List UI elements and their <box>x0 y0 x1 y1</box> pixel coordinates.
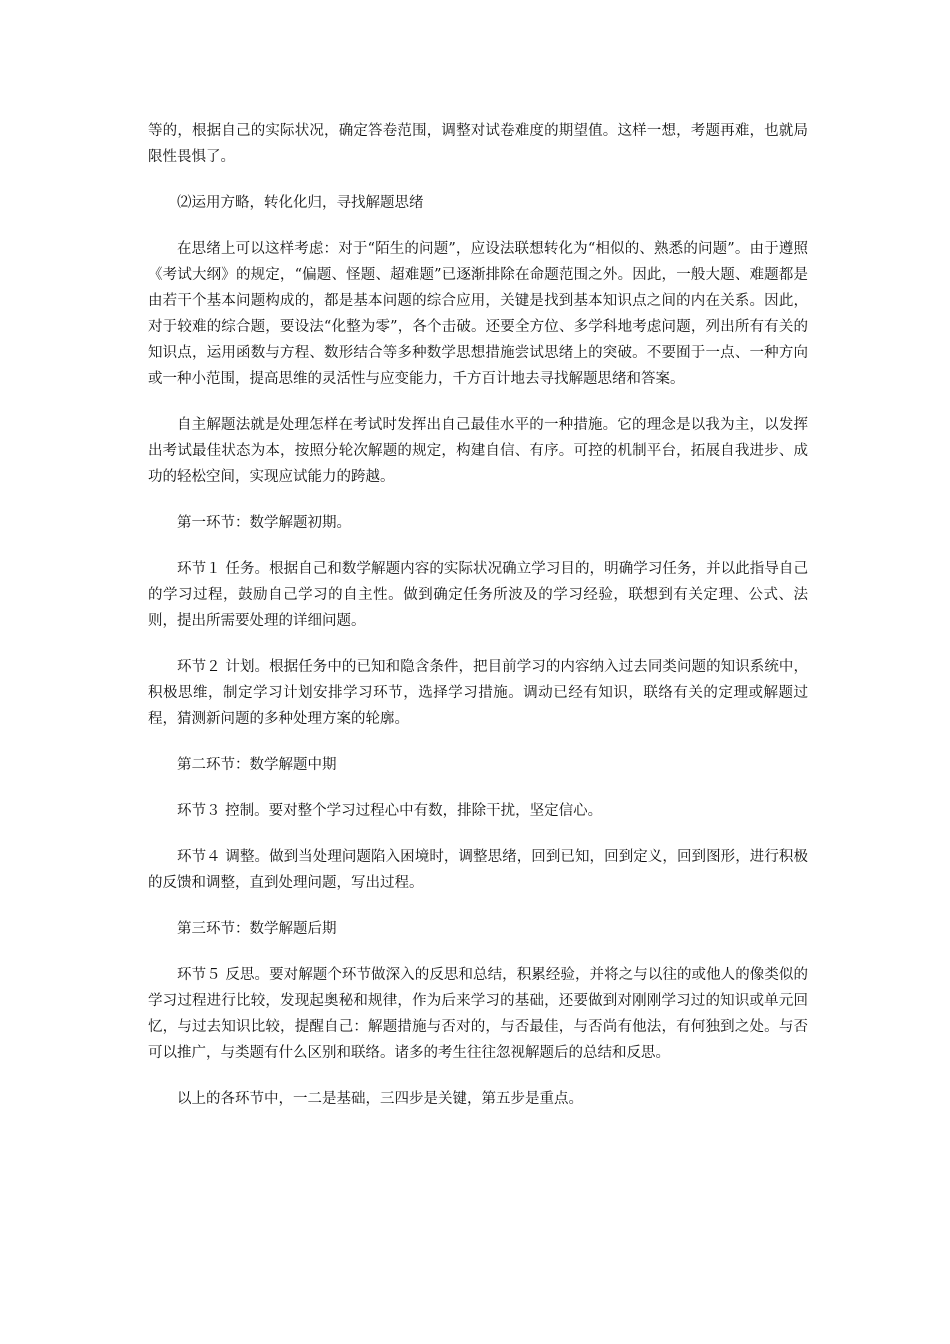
stage-heading-3: 第三环节：数学解题后期 <box>177 921 337 937</box>
document-page <box>148 118 808 1112</box>
summary-paragraph: 以上的各环节中，一二是基础，三四步是关键，第五步是重点。 <box>177 1091 583 1107</box>
section-heading-strategy: ⑵运用方略，转化化归，寻找解题思绪 <box>177 195 424 211</box>
paragraph-gap <box>148 170 808 190</box>
paragraph-gap <box>148 490 808 510</box>
paragraph-gap <box>148 536 808 556</box>
step-4-adjust: 环节４ 调整。做到当处理问题陷入困境时，调整思绪，回到已知，回到定义，回到图形，进行积极的反馈和调整，直到处理问题，写出过程。 <box>148 849 808 891</box>
step-1-task: 环节１ 任务。根据自己和数学解题内容的实际状况确立学习目的，明确学习任务，并以此指导自己的学习过程，鼓励自己学习的自主性。做到确定任务所波及的学习经验，联想到有关定理、公式、法则，提出所需要处理的详细问题。 <box>148 561 808 629</box>
step-2-plan: 环节２ 计划。根据任务中的已知和隐含条件，把目前学习的内容纳入过去同类问题的知识系统中，积极思维，制定学习计划安排学习环节，选择学习措施。调动已经有知识，联络有关的定理或解题过程，猜测新问题的多种处理方案的轮廓。 <box>148 659 808 727</box>
paragraph-self-solving: 自主解题法就是处理怎样在考试时发挥出自己最佳水平的一种措施。它的理念是以我为主，以发挥出考试最佳状态为本，按照分轮次解题的规定，构建自信、有序。可控的机制平台，拓展自我进步、成功的轻松空间，实现应试能力的跨越。 <box>148 417 808 485</box>
paragraph-gap <box>148 778 808 798</box>
paragraph-gap <box>148 634 808 654</box>
paragraph-gap <box>148 1066 808 1086</box>
step-5-reflect: 环节５ 反思。要对解题个环节做深入的反思和总结，积累经验，并将之与以往的或他人的像类似的学习过程进行比较，发现起奥秘和规律，作为后来学习的基础，还要做到对刚刚学习过的知识或单元回忆，与过去知识比较，提醒自己：解题措施与否对的，与否最佳，与否尚有他法，有何独到之处。与否可以推广，与类题有什么区别和联络。诸多的考生往往忽视解题后的总结和反思。 <box>148 967 808 1061</box>
paragraph-gap <box>148 824 808 844</box>
paragraph-gap <box>148 732 808 752</box>
paragraph-gap <box>148 896 808 916</box>
stage-heading-2: 第二环节：数学解题中期 <box>177 757 337 773</box>
paragraph-gap <box>148 942 808 962</box>
paragraph-gap <box>148 216 808 236</box>
stage-heading-1: 第一环节：数学解题初期。 <box>177 515 351 531</box>
paragraph-continuation: 等的，根据自己的实际状况，确定答卷范围，调整对试卷难度的期望值。这样一想，考题再难，也就局限性畏惧了。 <box>148 123 808 165</box>
step-3-control: 环节３ 控制。要对整个学习过程心中有数，排除干扰，坚定信心。 <box>177 803 603 819</box>
paragraph-gap <box>148 392 808 412</box>
paragraph-thinking: 在思绪上可以这样考虑：对于“陌生的问题”，应设法联想转化为“相似的、熟悉的问题”。由于遵照《考试大纲》的规定，“偏题、怪题、超难题”已逐渐排除在命题范围之外。因此，一般大题、难题都是由若干个基本问题构成的，都是基本问题的综合应用，关键是找到基本知识点之间的内在关系。因此，对于较难的综合题，要设法“化整为零”，各个击破。还要全方位、多学科地考虑问题，列出所有有关的知识点，运用函数与方程、数形结合等多种数学思想措施尝试思绪上的突破。不要囿于一点、一种方向或一种小范围，提高思维的灵活性与应变能力，千方百计地去寻找解题思绪和答案。 <box>148 241 808 387</box>
